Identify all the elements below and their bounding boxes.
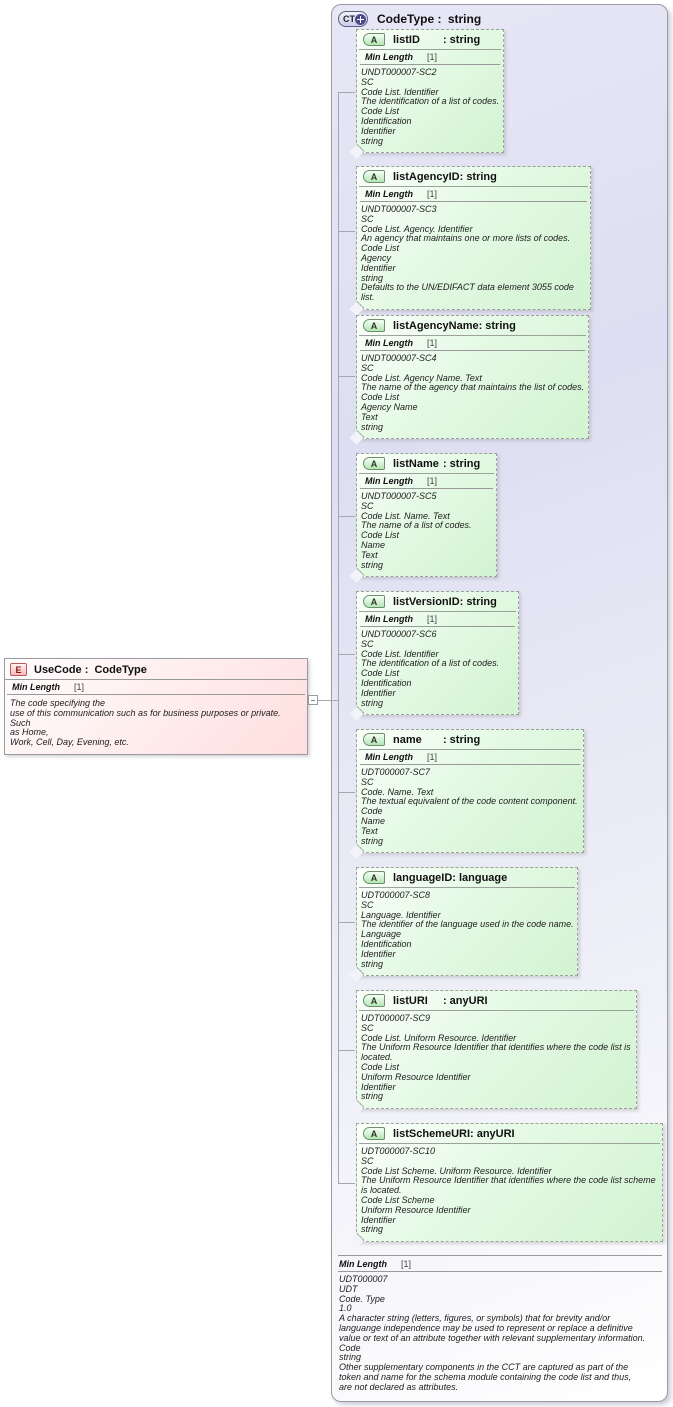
text-line: Code List	[361, 668, 400, 679]
facet-label: Min Length	[365, 189, 413, 199]
text-line: The Uniform Resource Identifier that identifies where the code list scheme	[361, 1175, 656, 1186]
text-line: Code	[339, 1342, 361, 1353]
facet-value: [1]	[427, 476, 438, 486]
text-line: Code List. Identifier	[361, 648, 439, 659]
text-line: Identifier	[361, 1081, 396, 1092]
attribute-icon: A	[363, 319, 385, 332]
text-line: The Uniform Resource Identifier that identifies where the code list is	[361, 1042, 631, 1053]
facet-label: Min Length	[365, 338, 413, 348]
text-line: UDT	[339, 1283, 358, 1294]
text-line: Code. Type	[339, 1293, 385, 1304]
text-line: Code	[361, 806, 383, 817]
text-line: Identifier	[361, 125, 396, 136]
attribute-icon: A	[363, 170, 385, 183]
text-line: UDT000007-SC10	[361, 1146, 436, 1156]
text-line: located.	[361, 1052, 393, 1063]
text-line: Code List Scheme	[361, 1194, 435, 1205]
text-line: The identification of a list of codes.	[361, 658, 500, 669]
text-line: Code List. Uniform Resource. Identifier	[361, 1032, 517, 1043]
text-line: SC	[361, 76, 374, 87]
attribute-doc	[357, 627, 518, 714]
attribute-title: listVersionID: string	[393, 595, 497, 608]
attribute-title: listAgencyName: string	[393, 319, 516, 332]
facet-label: Min Length	[365, 752, 413, 762]
text-line: Uniform Resource Identifier	[361, 1204, 471, 1215]
attribute-title-row	[359, 454, 494, 474]
text-line: value or text of an attribute together with relevant supplementary information.	[339, 1332, 646, 1343]
element-box-usecode[interactable]	[4, 658, 308, 755]
attribute-title: listName : string	[393, 457, 481, 470]
text-line: SC	[361, 638, 374, 649]
text-line: Code List	[361, 106, 400, 117]
text-line: Identifier	[361, 262, 396, 273]
text-line: SC	[361, 362, 374, 373]
element-doc	[5, 695, 307, 754]
facet-label: Min Length	[12, 682, 60, 692]
complextype-doc	[338, 1272, 662, 1393]
attribute-doc	[357, 202, 590, 309]
facet-value: [1]	[427, 338, 438, 348]
attribute-title: name : string	[393, 733, 481, 746]
attribute-box-listname[interactable]	[356, 453, 497, 577]
text-line: string	[361, 272, 384, 283]
text-line: UDT000007-SC7	[361, 767, 431, 777]
connector-stub	[338, 792, 355, 793]
connector-line	[318, 700, 339, 701]
connector-stub	[338, 92, 355, 93]
plus-icon	[355, 14, 366, 25]
attribute-title-row	[359, 167, 588, 187]
complextype-icon: CT	[338, 11, 368, 27]
element-icon: E	[10, 663, 27, 676]
text-line: Uniform Resource Identifier	[361, 1071, 471, 1082]
text-line: A character string (letters, figures, or symbols) that for brevity and/or	[339, 1313, 611, 1324]
complextype-title: CodeType : string	[377, 12, 482, 26]
text-line: string	[361, 1091, 384, 1102]
attribute-box-languageid[interactable]	[356, 867, 578, 976]
attribute-title-row	[359, 316, 586, 336]
attribute-doc	[357, 1144, 662, 1241]
facet-value: [1]	[427, 752, 438, 762]
text-line: Identification	[361, 677, 412, 688]
element-facet-row	[7, 680, 305, 695]
text-line: Agency	[361, 252, 392, 263]
attribute-box-listagencyname[interactable]	[356, 315, 589, 439]
connector-trunk	[338, 92, 339, 1183]
text-line: are not declared as attributes.	[339, 1381, 459, 1392]
attribute-box-listagencyid[interactable]	[356, 166, 591, 310]
text-line: Identification	[361, 115, 412, 126]
facet-label: Min Length	[365, 476, 413, 486]
attribute-title-row	[359, 991, 634, 1011]
attribute-facet-row	[360, 750, 580, 765]
text-line: Code List	[361, 530, 400, 541]
text-line: Text	[361, 825, 378, 836]
text-line: SC	[361, 1022, 374, 1033]
attribute-box-listuri[interactable]	[356, 990, 637, 1109]
text-line: Language	[361, 929, 402, 940]
text-line: Identifier	[361, 948, 396, 959]
attribute-doc	[357, 65, 503, 152]
connector-stub	[338, 376, 355, 377]
text-line: Code List	[361, 243, 400, 254]
text-line: The name of the agency that maintains the list of codes.	[361, 382, 585, 393]
text-line: An agency that maintains one or more lists of codes.	[361, 233, 571, 244]
text-line: Code List. Agency Name. Text	[361, 372, 482, 383]
text-line: Text	[361, 411, 378, 422]
text-line: Language. Identifier	[361, 909, 441, 920]
text-line: The identification of a list of codes.	[361, 96, 500, 107]
text-line: Identifier	[361, 687, 396, 698]
attribute-doc	[357, 351, 588, 438]
text-line: SC	[361, 500, 374, 511]
text-line: string	[361, 835, 384, 846]
text-line: token and name for the schema module containing the code list and thus,	[339, 1371, 632, 1382]
attribute-title-row	[359, 1124, 660, 1144]
text-line: string	[339, 1352, 362, 1363]
attribute-icon: A	[363, 871, 385, 884]
attribute-title: languageID: language	[393, 871, 508, 884]
attribute-title: listSchemeURI: anyURI	[393, 1127, 515, 1140]
text-line: use of this communication such as for business purposes or private. Such	[10, 707, 281, 728]
text-line: Code List	[361, 1061, 400, 1072]
text-line: string	[361, 697, 384, 708]
complextype-footer	[338, 1255, 662, 1393]
text-line: UDT000007	[339, 1274, 388, 1284]
attribute-title: listAgencyID: string	[393, 170, 497, 183]
text-line: SC	[361, 213, 374, 224]
element-title: UseCode : CodeType	[34, 663, 147, 676]
text-line: Code List. Agency. Identifier	[361, 223, 473, 234]
text-line: Other supplementary components in the CCT are captured as part of the	[339, 1362, 629, 1373]
text-line: Code List. Identifier	[361, 86, 439, 97]
attribute-title-row	[359, 592, 516, 612]
text-line: Name	[361, 539, 386, 550]
attribute-facet-row	[360, 187, 587, 202]
attribute-facet-row	[360, 336, 585, 351]
text-line: UNDT000007-SC5	[361, 491, 437, 501]
attribute-icon: A	[363, 33, 385, 46]
text-line: Identifier	[361, 1214, 396, 1225]
attribute-icon: A	[363, 595, 385, 608]
complextype-title-row	[332, 5, 667, 27]
text-line: as Home,	[10, 727, 49, 738]
facet-value: [1]	[74, 682, 85, 692]
attribute-doc	[357, 888, 577, 975]
text-line: UNDT000007-SC4	[361, 353, 437, 363]
text-line: Code List. Name. Text	[361, 510, 450, 521]
complextype-box-codetype[interactable]	[331, 4, 668, 1402]
collapse-toggle[interactable]	[308, 695, 318, 705]
attribute-facet-row	[360, 612, 515, 627]
connector-stub	[338, 1050, 355, 1051]
text-line: The code specifying the	[10, 698, 106, 708]
text-line: Code List	[361, 392, 400, 403]
text-line: Identification	[361, 938, 412, 949]
attribute-facet-row	[360, 474, 493, 489]
text-line: string	[361, 559, 384, 570]
attribute-box-listid[interactable]	[356, 29, 504, 153]
text-line: Agency Name	[361, 401, 418, 412]
text-line: SC	[361, 899, 374, 910]
facet-value: [1]	[427, 189, 438, 199]
connector-stub	[338, 1183, 355, 1184]
attribute-title-row	[359, 30, 501, 50]
attribute-title: listID : string	[393, 33, 481, 46]
connector-stub	[338, 516, 355, 517]
attribute-icon: A	[363, 1127, 385, 1140]
facet-value: [1]	[401, 1259, 412, 1269]
attribute-doc	[357, 489, 496, 576]
attribute-icon: A	[363, 733, 385, 746]
text-line: SC	[361, 776, 374, 787]
text-line: Text	[361, 549, 378, 560]
attribute-icon: A	[363, 457, 385, 470]
text-line: string	[361, 1224, 384, 1235]
text-line: UDT000007-SC9	[361, 1013, 431, 1023]
facet-value: [1]	[427, 614, 438, 624]
complextype-facet-row	[338, 1255, 662, 1272]
text-line: Defaults to the UN/EDIFACT data element 3055 code list.	[361, 282, 574, 303]
connector-stub	[338, 922, 355, 923]
text-line: 1.0	[339, 1303, 352, 1314]
text-line: Code List Scheme. Uniform Resource. Identifier	[361, 1165, 552, 1176]
facet-label: Min Length	[365, 614, 413, 624]
attribute-icon: A	[363, 994, 385, 1007]
connector-stub	[338, 654, 355, 655]
text-line: is located.	[361, 1185, 402, 1196]
text-line: Work, Cell, Day, Evening, etc.	[10, 737, 129, 748]
attribute-facet-row	[360, 50, 500, 65]
text-line: The identifier of the language used in the code name.	[361, 919, 574, 930]
attribute-box-listversionid[interactable]	[356, 591, 519, 715]
attribute-title-row	[359, 868, 575, 888]
text-line: UDT000007-SC8	[361, 890, 431, 900]
attribute-title: listURI : anyURI	[393, 994, 488, 1007]
text-line: Name	[361, 815, 386, 826]
attribute-doc	[357, 1011, 636, 1108]
text-line: string	[361, 958, 384, 969]
attribute-title-row	[359, 730, 581, 750]
text-line: string	[361, 421, 384, 432]
facet-label: Min Length	[339, 1259, 387, 1269]
text-line: Code. Name. Text	[361, 786, 434, 797]
text-line: languange independence may be used to represent or replace a definitive	[339, 1322, 633, 1333]
text-line: The textual equivalent of the code content component.	[361, 796, 578, 807]
text-line: The name of a list of codes.	[361, 520, 472, 531]
text-line: UNDT000007-SC6	[361, 629, 437, 639]
connector-stub	[338, 231, 355, 232]
text-line: UNDT000007-SC3	[361, 204, 437, 214]
text-line: SC	[361, 1155, 374, 1166]
attribute-doc	[357, 765, 583, 852]
text-line: string	[361, 135, 384, 146]
facet-value: [1]	[427, 52, 438, 62]
text-line: UNDT000007-SC2	[361, 67, 437, 77]
attribute-box-listschemeuri[interactable]	[356, 1123, 663, 1242]
facet-label: Min Length	[365, 52, 413, 62]
attribute-box-name[interactable]	[356, 729, 584, 853]
element-title-row	[5, 659, 307, 680]
